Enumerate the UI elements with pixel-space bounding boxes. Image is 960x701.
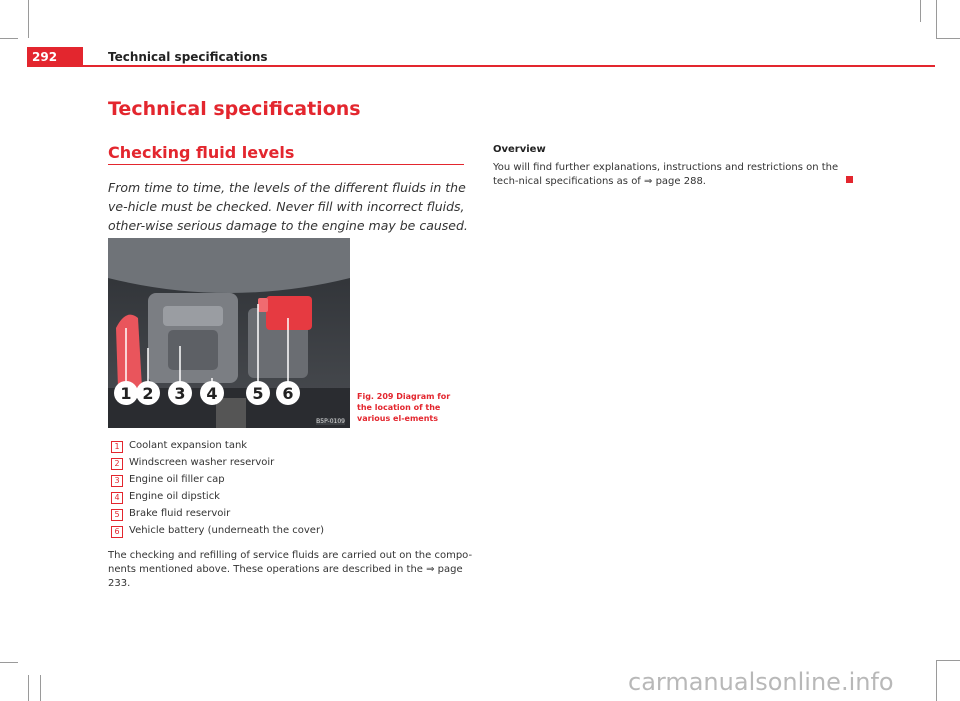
figure-caption: Fig. 209 Diagram for the location of the various el-ements bbox=[357, 392, 451, 423]
item-number: 6 bbox=[111, 526, 123, 538]
item-number: 4 bbox=[111, 492, 123, 504]
item-label: Brake fluid reservoir bbox=[129, 508, 231, 519]
item-number: 1 bbox=[111, 441, 123, 453]
callout-label: 6 bbox=[282, 384, 294, 403]
item-label: Engine oil dipstick bbox=[129, 491, 220, 502]
figure-code: B5P-0109 bbox=[316, 418, 345, 425]
crop-mark bbox=[936, 38, 960, 39]
page-title: Technical specifications bbox=[108, 98, 361, 120]
crop-mark bbox=[0, 38, 18, 39]
crop-mark bbox=[40, 675, 41, 701]
crop-mark bbox=[936, 660, 960, 661]
header-title: Technical specifications bbox=[108, 50, 268, 64]
callout-label: 2 bbox=[142, 384, 154, 403]
section-rule bbox=[108, 164, 464, 165]
body-paragraph: The checking and refilling of service fluids are carried out on the compo-nents mentioned above. These operations are described in the ⇒ page 233. bbox=[108, 550, 473, 589]
crop-mark bbox=[936, 0, 937, 38]
engine-bay-illustration bbox=[108, 238, 350, 428]
coolant-tank-shape bbox=[116, 315, 142, 388]
item-label: Windscreen washer reservoir bbox=[129, 457, 275, 468]
crop-mark bbox=[28, 675, 29, 701]
item-label: Coolant expansion tank bbox=[129, 440, 248, 451]
end-marker-icon bbox=[846, 176, 853, 183]
intro-text: From time to time, the levels of the different fluids in the ve-hicle must be checked. Never fill with incorrect fluids, other-wise serious damage to the engine may be caused. bbox=[108, 180, 468, 233]
item-number: 2 bbox=[111, 458, 123, 470]
callout-label: 5 bbox=[252, 384, 264, 403]
callout-label: 3 bbox=[174, 384, 186, 403]
callout-label: 1 bbox=[120, 384, 132, 403]
overview-text: You will find further explanations, instructions and restrictions on the tech-nical specifications as of ⇒ page 288. bbox=[493, 162, 839, 187]
page-number: 292 bbox=[27, 47, 83, 67]
crop-mark bbox=[0, 662, 18, 663]
watermark: carmanualsonline.info bbox=[628, 668, 894, 696]
overview-heading: Overview bbox=[493, 144, 546, 155]
item-number: 3 bbox=[111, 475, 123, 487]
callout-label: 4 bbox=[206, 384, 218, 403]
item-label: Vehicle battery (underneath the cover) bbox=[129, 525, 324, 536]
item-number: 5 bbox=[111, 509, 123, 521]
battery-cover-shape bbox=[266, 296, 312, 330]
engine-bay-figure bbox=[108, 238, 350, 428]
section-heading: Checking fluid levels bbox=[108, 143, 295, 162]
header-rule bbox=[27, 65, 935, 67]
crop-mark bbox=[936, 660, 937, 701]
item-label: Engine oil filler cap bbox=[129, 474, 225, 485]
hood-underside bbox=[108, 238, 350, 293]
crop-mark bbox=[920, 0, 921, 22]
crop-mark bbox=[28, 0, 29, 38]
